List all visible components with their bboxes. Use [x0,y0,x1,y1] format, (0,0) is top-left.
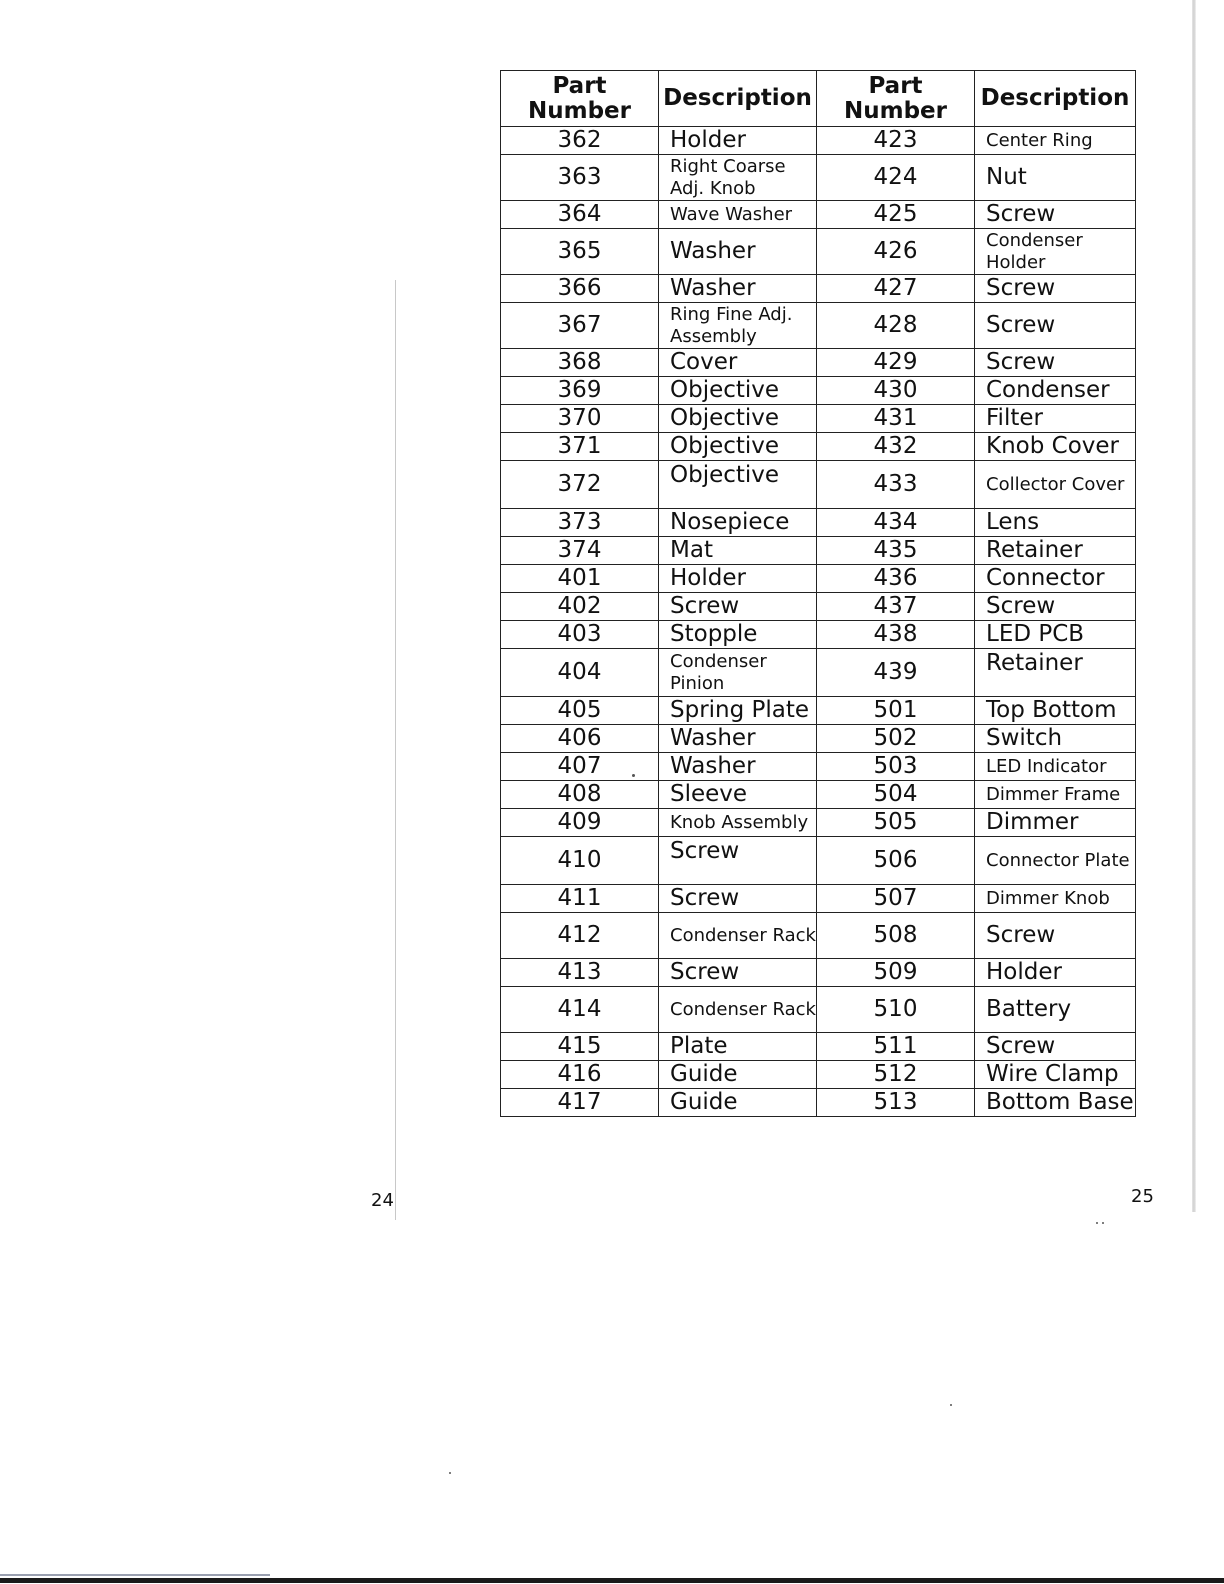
table-row [501,725,1136,753]
description-cell: Objective [659,405,817,433]
table-row [501,509,1136,537]
part-number-cell: 507 [817,885,975,913]
part-number-cell: 504 [817,781,975,809]
part-number-cell: 402 [501,593,659,621]
header-row [501,71,1136,127]
description-cell: Dimmer Frame [975,781,1136,809]
part-number-cell: 502 [817,725,975,753]
part-number-cell: 501 [817,697,975,725]
table-row [501,275,1136,303]
description-cell: Screw [975,303,1136,349]
table-row [501,781,1136,809]
description-cell: Wire Clamp [975,1061,1136,1089]
table-row [501,913,1136,959]
part-number-cell: 369 [501,377,659,405]
description-cell: Guide [659,1061,817,1089]
parts-table-header [501,71,1136,127]
description-cell: Washer [659,275,817,303]
page-gutter-right [1192,0,1196,1212]
description-cell: Screw [975,1033,1136,1061]
part-number-cell: 432 [817,433,975,461]
part-number-cell: 414 [501,987,659,1033]
description-cell: Wave Washer [659,201,817,229]
description-cell: Dimmer Knob [975,885,1136,913]
part-number-cell: 364 [501,201,659,229]
part-number-cell: 406 [501,725,659,753]
description-cell: Objective [659,461,817,509]
description-cell: Right Coarse Adj. Knob [659,155,817,201]
part-number-cell: 438 [817,621,975,649]
description-cell: Screw [975,913,1136,959]
description-cell: Condenser Holder [975,229,1136,275]
scan-speck [449,1472,451,1474]
part-number-cell: 506 [817,837,975,885]
header-part-number-right: Part Number [817,71,975,127]
description-cell: Stopple [659,621,817,649]
part-number-cell: 362 [501,127,659,155]
description-cell: Connector Plate [975,837,1136,885]
description-cell: Screw [975,593,1136,621]
description-cell: Collector Cover [975,461,1136,509]
description-cell: Condenser Rack [659,987,817,1033]
table-row [501,1033,1136,1061]
table-row [501,697,1136,725]
part-number-cell: 428 [817,303,975,349]
part-number-cell: 430 [817,377,975,405]
part-number-cell: 373 [501,509,659,537]
description-cell: Washer [659,725,817,753]
header-part-number-left: Part Number [501,71,659,127]
part-number-cell: 509 [817,959,975,987]
table-row [501,1061,1136,1089]
part-number-cell: 365 [501,229,659,275]
description-cell: Connector [975,565,1136,593]
description-cell: Dimmer [975,809,1136,837]
description-cell: Screw [659,885,817,913]
part-number-cell: 431 [817,405,975,433]
table-row [501,405,1136,433]
description-cell: Objective [659,433,817,461]
description-cell: LED Indicator [975,753,1136,781]
description-cell: Condenser [975,377,1136,405]
scan-speck [1096,1222,1098,1224]
part-number-cell: 439 [817,649,975,697]
part-number-cell: 425 [817,201,975,229]
description-cell: Screw [975,275,1136,303]
scan-speck [1102,1222,1104,1224]
part-number-cell: 367 [501,303,659,349]
part-number-cell: 423 [817,127,975,155]
part-number-cell: 407 [501,753,659,781]
part-number-cell: 363 [501,155,659,201]
table-row [501,809,1136,837]
scan-speck [950,1404,952,1406]
part-number-cell: 435 [817,537,975,565]
table-row [501,303,1136,349]
table-row [501,349,1136,377]
part-number-cell: 368 [501,349,659,377]
description-cell: Washer [659,229,817,275]
part-number-cell: 366 [501,275,659,303]
description-cell: LED PCB [975,621,1136,649]
description-cell: Guide [659,1089,817,1117]
header-description-left: Description [659,71,817,127]
scan-edge-light [0,1574,270,1576]
table-row [501,127,1136,155]
table-row [501,461,1136,509]
part-number-cell: 404 [501,649,659,697]
description-cell: Bottom Base [975,1089,1136,1117]
table-row [501,1089,1136,1117]
part-number-cell: 436 [817,565,975,593]
description-cell: Spring Plate [659,697,817,725]
table-row [501,229,1136,275]
description-cell: Retainer [975,649,1136,697]
part-number-cell: 416 [501,1061,659,1089]
description-cell: Knob Assembly [659,809,817,837]
description-cell: Screw [975,349,1136,377]
part-number-cell: 513 [817,1089,975,1117]
description-cell: Screw [659,593,817,621]
description-cell: Washer [659,753,817,781]
table-row [501,155,1136,201]
part-number-cell: 408 [501,781,659,809]
description-cell: Switch [975,725,1136,753]
description-cell: Condenser Pinion [659,649,817,697]
table-row [501,837,1136,885]
part-number-cell: 429 [817,349,975,377]
description-cell: Objective [659,377,817,405]
part-number-cell: 412 [501,913,659,959]
part-number-cell: 437 [817,593,975,621]
description-cell: Cover [659,349,817,377]
part-number-cell: 505 [817,809,975,837]
part-number-cell: 510 [817,987,975,1033]
description-cell: Condenser Rack [659,913,817,959]
description-cell: Filter [975,405,1136,433]
description-cell: Lens [975,509,1136,537]
part-number-cell: 413 [501,959,659,987]
description-cell: Holder [659,565,817,593]
description-cell: Retainer [975,537,1136,565]
description-cell: Sleeve [659,781,817,809]
part-number-cell: 426 [817,229,975,275]
description-cell: Ring Fine Adj. Assembly [659,303,817,349]
part-number-cell: 512 [817,1061,975,1089]
description-cell: Holder [659,127,817,155]
description-cell: Top Bottom [975,697,1136,725]
table-row [501,621,1136,649]
table-row [501,593,1136,621]
description-cell: Nut [975,155,1136,201]
table-row [501,433,1136,461]
table-row [501,565,1136,593]
table-row [501,753,1136,781]
part-number-cell: 411 [501,885,659,913]
part-number-cell: 503 [817,753,975,781]
part-number-cell: 415 [501,1033,659,1061]
page-number-right: 25 [1131,1186,1154,1207]
page-number-left: 24 [371,1190,394,1211]
part-number-cell: 433 [817,461,975,509]
description-cell: Screw [659,837,817,885]
description-cell: Center Ring [975,127,1136,155]
part-number-cell: 401 [501,565,659,593]
scan-edge [0,1578,1224,1583]
part-number-cell: 410 [501,837,659,885]
description-cell: Holder [975,959,1136,987]
table-row [501,649,1136,697]
description-cell: Nosepiece [659,509,817,537]
description-cell: Battery [975,987,1136,1033]
part-number-cell: 403 [501,621,659,649]
table-row [501,537,1136,565]
part-number-cell: 511 [817,1033,975,1061]
table-row [501,377,1136,405]
part-number-cell: 371 [501,433,659,461]
parts-table [500,70,1136,1117]
part-number-cell: 424 [817,155,975,201]
part-number-cell: 372 [501,461,659,509]
table-row [501,885,1136,913]
table-row [501,201,1136,229]
description-cell: Screw [975,201,1136,229]
description-cell: Screw [659,959,817,987]
part-number-cell: 370 [501,405,659,433]
header-description-right: Description [975,71,1136,127]
table-row [501,959,1136,987]
part-number-cell: 374 [501,537,659,565]
page-gutter-left [395,280,396,1220]
parts-table-body [501,127,1136,1117]
description-cell: Plate [659,1033,817,1061]
description-cell: Mat [659,537,817,565]
part-number-cell: 405 [501,697,659,725]
description-cell: Knob Cover [975,433,1136,461]
part-number-cell: 427 [817,275,975,303]
part-number-cell: 434 [817,509,975,537]
part-number-cell: 508 [817,913,975,959]
part-number-cell: 417 [501,1089,659,1117]
part-number-cell: 409 [501,809,659,837]
table-row [501,987,1136,1033]
